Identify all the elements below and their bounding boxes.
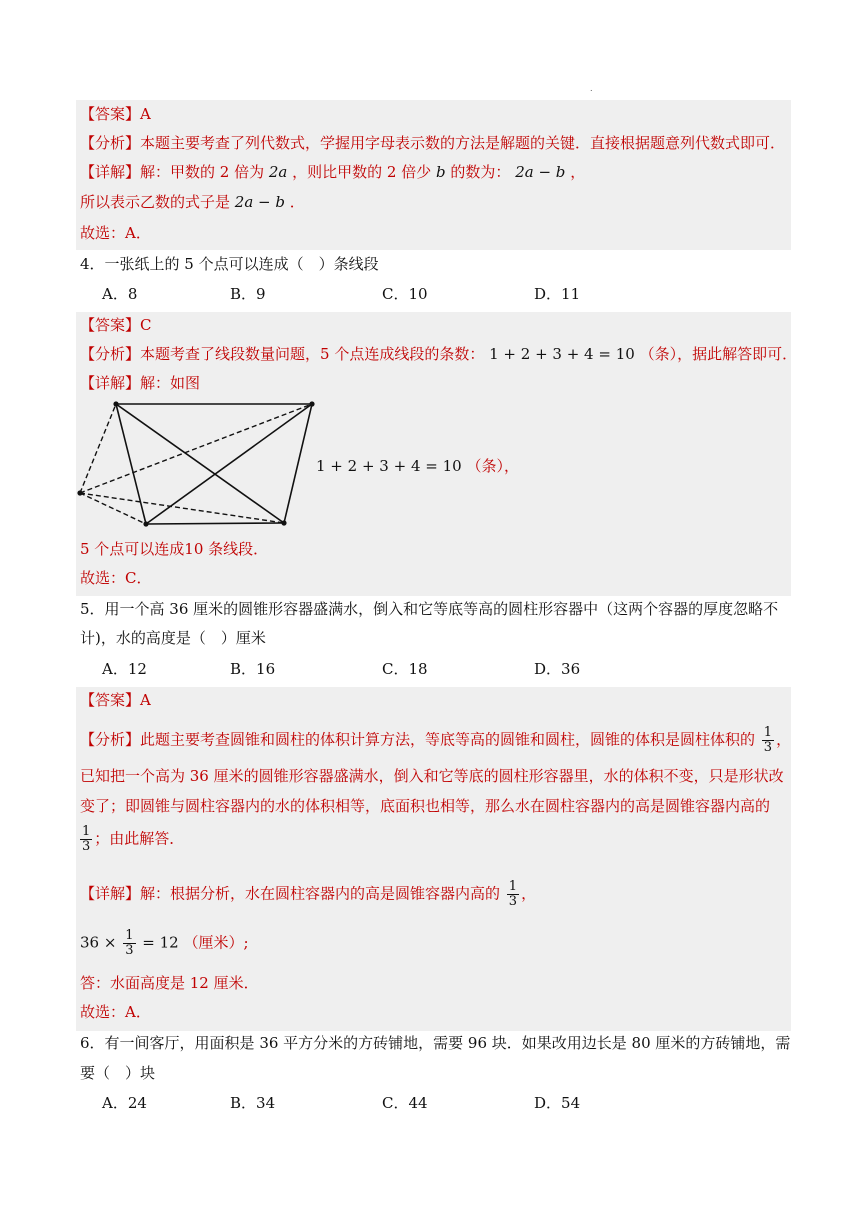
fraction-denominator: 3 xyxy=(508,894,518,909)
one-third-fraction xyxy=(80,825,92,854)
q6-option-b[interactable]: B．34 xyxy=(230,1094,276,1112)
segment-dc xyxy=(146,523,284,524)
q5-calc-suffix: = 12 xyxy=(142,933,179,952)
one-third-fraction xyxy=(507,880,519,909)
q3-detail-b: b xyxy=(436,163,446,181)
q5-option-d[interactable]: D．36 xyxy=(534,660,581,678)
q4-option-b[interactable]: B．9 xyxy=(230,285,266,303)
five-points-figure xyxy=(76,398,326,533)
q3-answer: 【答案】A xyxy=(80,105,151,123)
q4-analysis-end: （条），据此解答即可． xyxy=(639,345,798,363)
q4-analysis-expr: 1 + 2 + 3 + 4 = 10 xyxy=(489,345,635,363)
one-third-fraction xyxy=(123,929,135,958)
q5-analysis-line1 xyxy=(80,726,791,755)
q3-so-expr: 2a − b xyxy=(234,193,285,211)
q4-analysis xyxy=(80,343,797,365)
q4-figure-unit: （条）， xyxy=(466,457,519,475)
point-c xyxy=(281,520,286,525)
q4-conclusion: 5 个点可以连成10 条线段． xyxy=(80,540,269,558)
q3-detail-prefix: 【详解】解：甲数的 2 倍为 xyxy=(80,163,265,181)
q3-choose: 故选：A． xyxy=(80,224,151,242)
fraction-denominator: 3 xyxy=(125,943,134,958)
q3-detail-expr: 2a − b xyxy=(515,163,566,181)
q5-analysis-line2: 已知把一个高为 36 厘米的圆锥形容器盛满水，倒入和它等底的圆柱形容器里，水的体积不变，只是形状改 xyxy=(80,767,784,785)
point-b xyxy=(309,401,314,406)
q3-detail-mid: ，则比甲数的 2 倍少 xyxy=(292,163,432,181)
q4-answer: 【答案】C xyxy=(80,316,152,334)
fraction-denominator: 3 xyxy=(82,839,91,854)
q5-calc-unit: （厘米）; xyxy=(183,933,249,952)
q3-so-end: ． xyxy=(289,193,305,211)
q5-choose: 故选：A． xyxy=(80,1003,151,1021)
q6-option-d[interactable]: D．54 xyxy=(534,1094,581,1112)
q5-detail xyxy=(80,880,536,909)
q5-option-a[interactable]: A．12 xyxy=(102,660,147,678)
q5-analysis-line4 xyxy=(80,825,184,854)
q6-option-c[interactable]: C．44 xyxy=(382,1094,428,1112)
q6-question-line1: 6．有一间客厅，用面积是 36 平方分米的方砖铺地，需要 96 块．如果改用边长是 80 厘米的方砖铺地，需 xyxy=(80,1034,791,1052)
fraction-numerator: 1 xyxy=(508,879,518,894)
q5-detail-text: 【详解】解：根据分析，水在圆柱容器内的高是圆锥容器内高的 xyxy=(80,884,501,903)
one-third-fraction xyxy=(762,726,774,755)
q5-question-line2: 计)，水的高度是（ ）厘米 xyxy=(80,629,266,647)
q6-option-a[interactable]: A．24 xyxy=(102,1094,147,1112)
q5-option-c[interactable]: C．18 xyxy=(382,660,428,678)
q5-answer: 【答案】A xyxy=(80,691,151,709)
q4-figure-expr xyxy=(316,455,519,477)
page-marker: . xyxy=(590,84,593,93)
q6-question-line2: 要（ ）块 xyxy=(80,1064,156,1082)
point-d xyxy=(143,521,148,526)
q3-detail-2a: 2a xyxy=(268,163,288,181)
q5-question-line1: 5．用一个高 36 厘米的圆锥形容器盛满水，倒入和它等底等高的圆柱形容器中（这两个容器的厚度忽略不 xyxy=(80,600,779,618)
q5-analysis-line3: 变了；即圆锥与圆柱容器内的水的体积相等，底面积也相等，那么水在圆柱容器内的高是圆锥容器内高的 xyxy=(80,797,771,815)
fraction-numerator: 1 xyxy=(125,928,134,943)
q5-option-b[interactable]: B．16 xyxy=(230,660,276,678)
q5-analysis-line1-comma: ， xyxy=(776,730,792,749)
q3-detail-mid2: 的数为： xyxy=(450,163,511,181)
segment-eb xyxy=(80,404,312,493)
point-e xyxy=(77,490,82,495)
q5-analysis-line4-end: ；由此解答． xyxy=(94,829,185,848)
q4-detail: 【详解】解：如图 xyxy=(80,374,201,392)
q3-detail xyxy=(80,161,585,183)
q4-option-c[interactable]: C．10 xyxy=(382,285,428,303)
q3-so xyxy=(80,191,305,213)
q3-analysis: 【分析】本题主要考查了列代数式，学握用字母表示数的方法是解题的关键．直接根据题意列代数式即可． xyxy=(80,134,786,152)
q4-choose: 故选：C． xyxy=(80,569,152,587)
q4-option-a[interactable]: A．8 xyxy=(102,285,138,303)
segment-ea xyxy=(80,404,116,493)
point-a xyxy=(113,401,118,406)
q5-answer-text: 答：水面高度是 12 厘米． xyxy=(80,974,259,992)
q3-detail-end: ， xyxy=(570,163,586,181)
fraction-numerator: 1 xyxy=(763,725,773,740)
q5-calc-prefix: 36 × xyxy=(80,933,117,952)
q5-detail-comma: ， xyxy=(521,884,537,903)
q4-option-d[interactable]: D．11 xyxy=(534,285,581,303)
q5-analysis-line1-text: 【分析】此题主要考查圆锥和圆柱的体积计算方法，等底等高的圆锥和圆柱，圆锥的体积是圆柱体积的 xyxy=(80,730,756,749)
fraction-denominator: 3 xyxy=(763,740,773,755)
q4-analysis-prefix: 【分析】本题考查了线段数量问题，5 个点连成线段的条数： xyxy=(80,345,485,363)
q5-calc xyxy=(80,929,249,958)
fraction-numerator: 1 xyxy=(82,824,91,839)
q4-figure-sum: 1 + 2 + 3 + 4 = 10 xyxy=(316,457,462,475)
q3-so-prefix: 所以表示乙数的式子是 xyxy=(80,193,231,211)
q4-question: 4．一张纸上的 5 个点可以连成（ ）条线段 xyxy=(80,255,379,273)
